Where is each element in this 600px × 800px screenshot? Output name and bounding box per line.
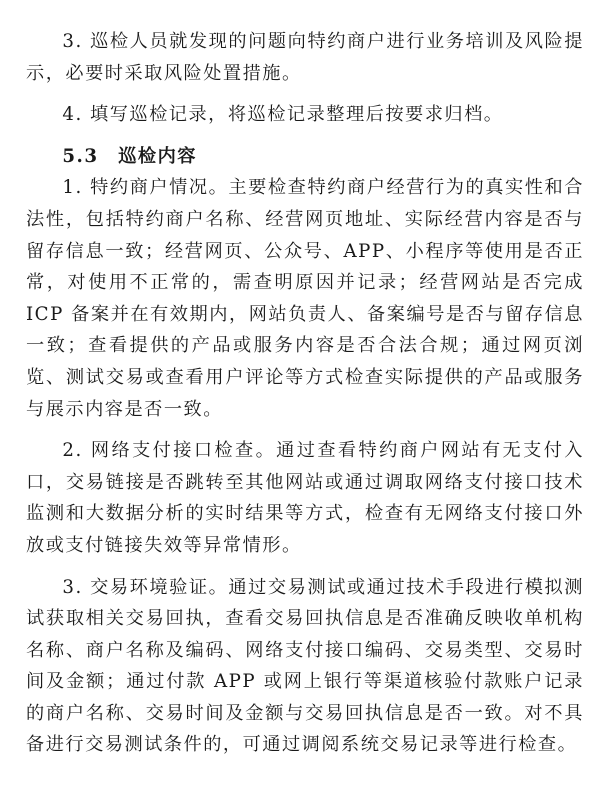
paragraph-merchant-status: 1. 特约商户情况。主要检查特约商户经营行为的真实性和合法性，包括特约商户名称、经营网页地址、实际经营内容是否与留存信息一致；经营网页、公众号、APP、小程序等使用是否正常，对使用不正常的，需查明原因并记录；经营网站是否完成 ICP 备案并在有效期内，网站负责人、备案编号是否与留存信息一致；查看提供的产品或服务内容是否合法合规；通过网页浏览、测试交易或查看用户评论等方式检查实际提供的产品或服务与展示内容是否一致。 <box>26 177 584 420</box>
paragraph-gap <box>26 131 584 141</box>
paragraph-gap <box>26 562 584 572</box>
paragraph-gap <box>26 89 584 99</box>
section-heading-inspection-content: 5.3 巡检内容 <box>62 145 197 167</box>
paragraph-transaction-environment: 3. 交易环境验证。通过交易测试或通过技术手段进行模拟测试获取相关交易回执，查看交易回执信息是否准确反映收单机构名称、商户名称及编码、网络支付接口编码、交易类型、交易时间及金额；通过付款 APP 或网上银行等渠道核验付款账户记录的商户名称、交易时间及金额与交易回执信息是否一致。对不具备进行交易测试条件的，可通过调阅系统交易记录等进行检查。 <box>26 576 584 756</box>
paragraph-payment-interface: 2. 网络支付接口检查。通过查看特约商户网站有无支付入口，交易链接是否跳转至其他网站或通过调取网络支付接口技术监测和大数据分析的实时结果等方式，检查有无网络支付接口外放或支付链接失效等异常情形。 <box>26 440 584 556</box>
paragraph-gap <box>26 425 584 435</box>
paragraph-record-archive: 4. 填写巡检记录，将巡检记录整理后按要求归档。 <box>62 104 504 126</box>
paragraph-risk-training: 3. 巡检人员就发现的问题向特约商户进行业务培训及风险提示，必要时采取风险处置措施。 <box>26 31 584 84</box>
